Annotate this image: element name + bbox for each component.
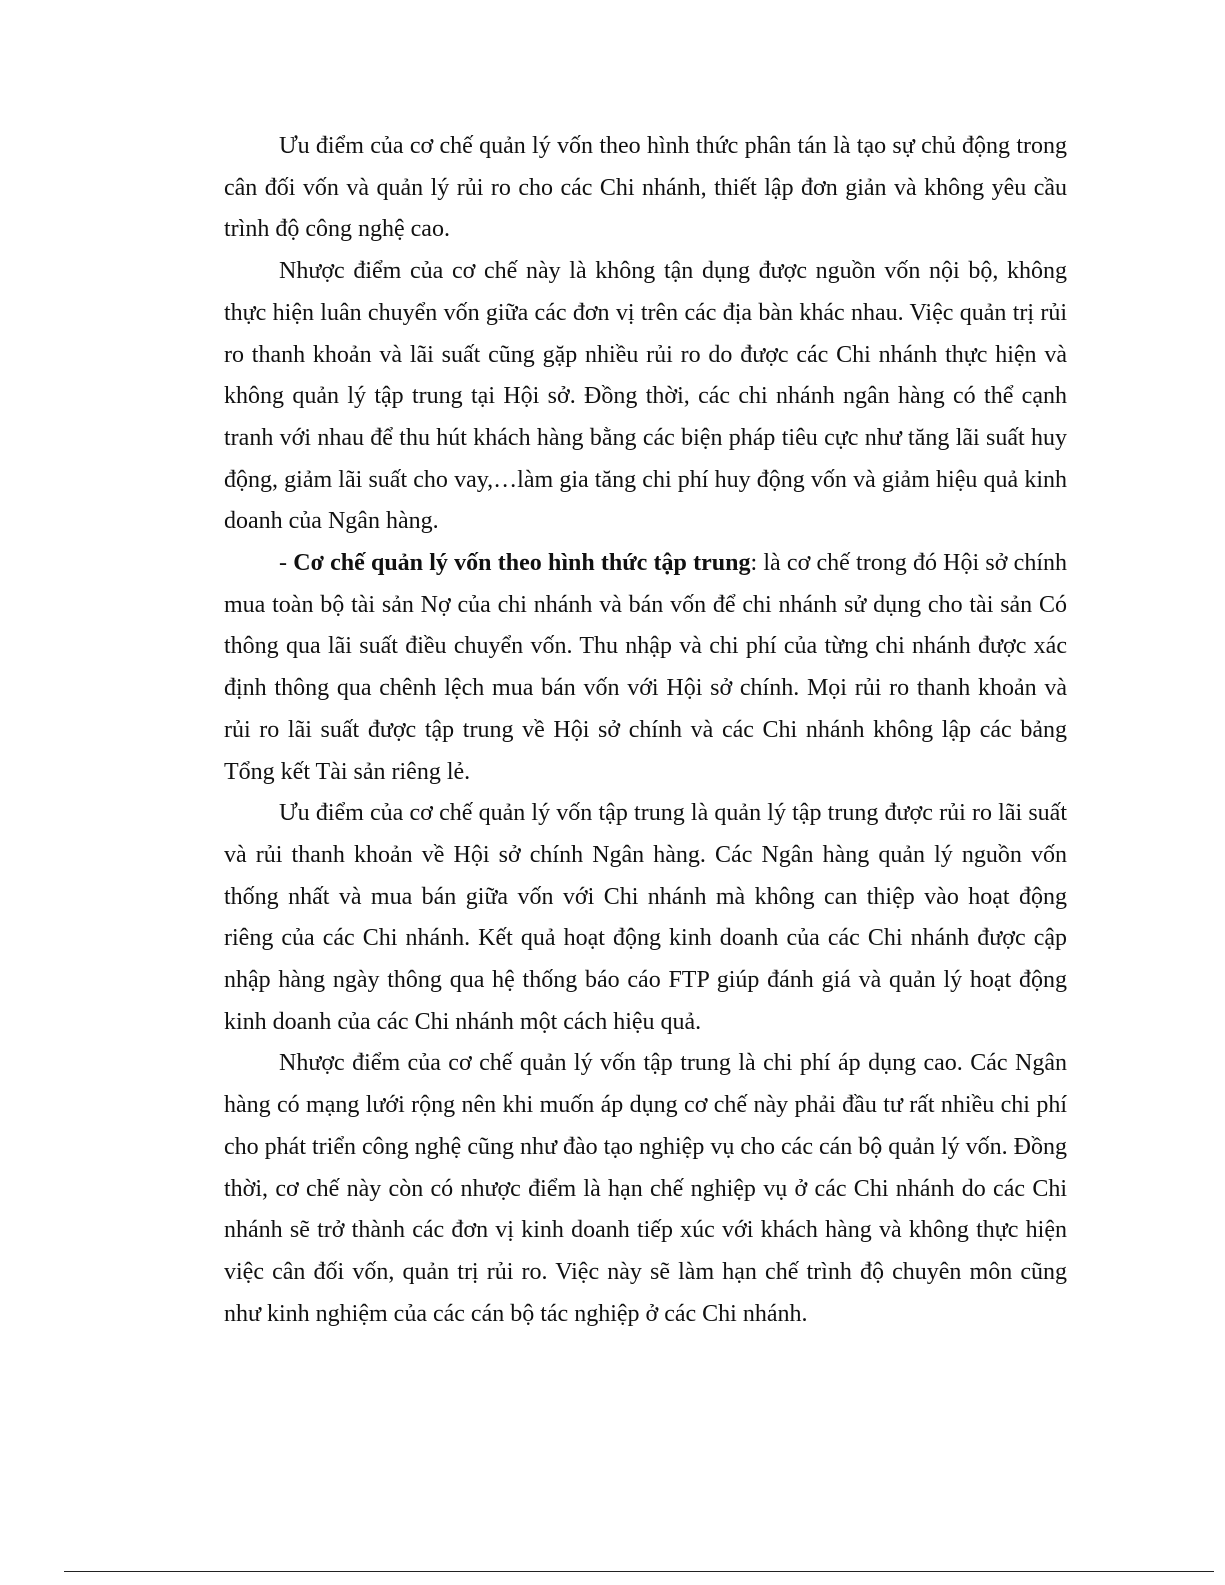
document-body <box>224 126 1067 1335</box>
page-bottom-divider <box>64 1571 1214 1572</box>
paragraph-centralized-definition <box>224 543 1067 793</box>
list-dash: - <box>279 550 294 577</box>
paragraph-disadvantages-decentralized <box>224 251 1067 543</box>
paragraph-text: Nhược điểm của cơ chế quản lý vốn tập trung là chi phí áp dụng cao. Các Ngân hàng có mạng lưới rộng nên khi muốn áp dụng cơ chế này phải đầu tư rất nhiều chi phí cho phát triển công nghệ cũng như đào tạo nghiệp vụ cho các cán bộ quản lý vốn. Đồng thời, cơ chế này còn có nhược điểm là hạn chế nghiệp vụ ở các Chi nhánh do các Chi nhánh sẽ trở thành các đơn vị kinh doanh tiếp xúc với khách hàng và không thực hiện việc cân đối vốn, quản trị rủi ro. Việc này sẽ làm hạn chế trình độ chuyên môn cũng như kinh nghiệm của các cán bộ tác nghiệp ở các Chi nhánh. <box>224 1050 1067 1327</box>
paragraph-advantages-centralized <box>224 793 1067 1043</box>
paragraph-text: : là cơ chế trong đó Hội sở chính mua toàn bộ tài sản Nợ của chi nhánh và bán vốn để chi nhánh sử dụng cho tài sản Có thông qua lãi suất điều chuyển vốn. Thu nhập và chi phí của từng chi nhánh được xác định thông qua chênh lệch mua bán vốn với Hội sở chính. Mọi rủi ro thanh khoản và rủi ro lãi suất được tập trung về Hội sở chính và các Chi nhánh không lập các bảng Tổng kết Tài sản riêng lẻ. <box>224 550 1067 785</box>
paragraph-disadvantages-centralized <box>224 1043 1067 1335</box>
paragraph-text: Nhược điểm của cơ chế này là không tận dụng được nguồn vốn nội bộ, không thực hiện luân chuyển vốn giữa các đơn vị trên các địa bàn khác nhau. Việc quản trị rủi ro thanh khoản và lãi suất cũng gặp nhiều rủi ro do được các Chi nhánh thực hiện và không quản lý tập trung tại Hội sở. Đồng thời, các chi nhánh ngân hàng có thể cạnh tranh với nhau để thu hút khách hàng bằng các biện pháp tiêu cực như tăng lãi suất huy động, giảm lãi suất cho vay,…làm gia tăng chi phí huy động vốn và giảm hiệu quả kinh doanh của Ngân hàng. <box>224 258 1067 535</box>
bold-term: Cơ chế quản lý vốn theo hình thức tập trung <box>293 550 751 577</box>
paragraph-text: Ưu điểm của cơ chế quản lý vốn tập trung là quản lý tập trung được rủi ro lãi suất và rủi thanh khoản về Hội sở chính Ngân hàng. Các Ngân hàng quản lý nguồn vốn thống nhất và mua bán giữa vốn với Chi nhánh mà không can thiệp vào hoạt động riêng của các Chi nhánh. Kết quả hoạt động kinh doanh của các Chi nhánh được cập nhập hàng ngày thông qua hệ thống báo cáo FTP giúp đánh giá và quản lý hoạt động kinh doanh của các Chi nhánh một cách hiệu quả. <box>224 800 1067 1035</box>
paragraph-text: Ưu điểm của cơ chế quản lý vốn theo hình thức phân tán là tạo sự chủ động trong cân đối vốn và quản lý rủi ro cho các Chi nhánh, thiết lập đơn giản và không yêu cầu trình độ công nghệ cao. <box>224 133 1067 243</box>
paragraph-advantages-decentralized <box>224 126 1067 251</box>
